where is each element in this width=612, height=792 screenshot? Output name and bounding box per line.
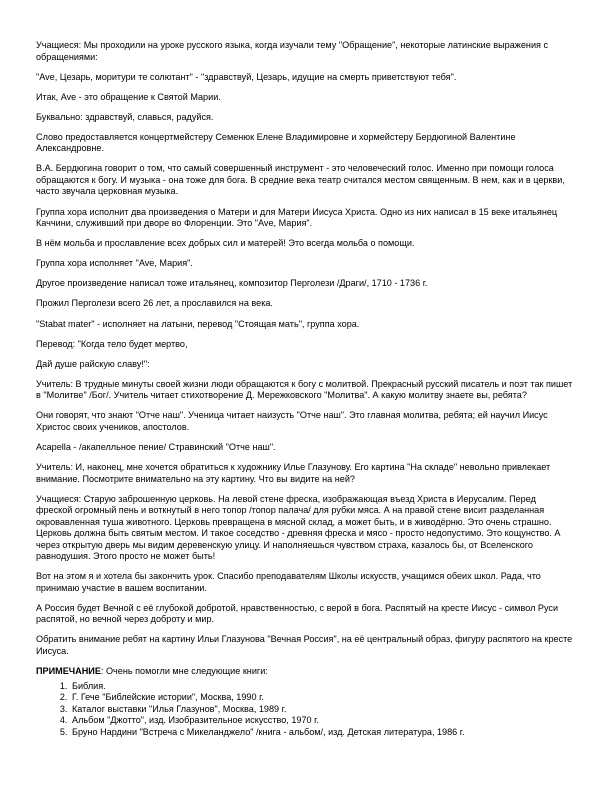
paragraph-19: Учащиеся: Старую заброшенную церковь. На левой стене фреска, изображающая въезд Христа в Иерусалим. Перед фреской огромный пень и воткнутый в него топор /топор палача/ для рубки мяса. А на правой стене висит разделанная окровавленная туша животного. Церковь превращена в мясной склад, а может быть, и в живодёрню. Это очень страшно. Церковь должна быть святым местом. И такое соседство - древняя фреска и мясо - просто недопустимо. Это кощунство. А через открытую дверь мы видим деревенскую улицу. И наполняешься чувством страха, казалось бы, от Вселенского равнодушия. Этого просто не может быть!: [36, 493, 561, 562]
list-item: 4. Альбом "Джотто", изд. Изобразительное искусство, 1970 г.: [70, 715, 574, 727]
note-text: : Очень помогли мне следующие книги:: [100, 666, 268, 677]
list-item: 1. Библия.: [70, 681, 574, 693]
paragraph-9: Группа хора исполняет "Ave, Мария".: [36, 258, 193, 269]
paragraph-7: Группа хора исполнит два произведения о Матери и для Матери Иисуса Христа. Одно из них написал в 15 веке итальянец Каччини, служивший при дворе во Флоренции. Это "Ave, Мария".: [36, 206, 558, 229]
note-paragraph: [36, 666, 574, 678]
paragraph-8: В нём мольба и прославление всех добрых сил и матерей! Это всегда мольба о помощи.: [36, 238, 415, 249]
paragraph-15: Учитель: В трудные минуты своей жизни люди обращаются к богу с молитвой. Прекрасный русский писатель и поэт так пишет в "Молитве" /Бог/. Учитель читает стихотворение Д. Мережковского "Молитва". А какую молитву знаете вы, ребята?: [36, 378, 573, 401]
paragraph-17: Acapella - /акапелльное пение/ Стравинский "Отче наш".: [36, 442, 276, 452]
paragraph-10: Другое произведение написал тоже итальянец, композитор Перголези /Драги/, 1710 - 1736 г.: [36, 278, 428, 289]
note-label: ПРИМЕЧАНИЕ: [36, 666, 101, 677]
book-list: [36, 681, 574, 739]
paragraph-3: Итак, Ave - это обращение к Святой Марии.: [36, 91, 221, 102]
paragraph-18: Учитель: И, наконец, мне хочется обратиться к художнику Илье Глазунову. Его картина "На складе" невольно привлекает внимание. Посмотрите внимательно на эту картину. Что вы видите на ней?: [36, 462, 551, 484]
paragraph-22: Обратить внимание ребят на картину Ильи Глазунова "Вечная Россия", на её центральный образ, фигуру распятого на кресте Иисуса.: [36, 634, 573, 656]
paragraph-12: "Stabat mater" - исполняет на латыни, перевод "Стоящая мать", группа хора.: [36, 318, 360, 329]
paragraph-14: Дай душе райскую славу!":: [36, 358, 150, 369]
list-item: 2. Г. Гече "Библейские истории", Москва, 1990 г.: [70, 692, 574, 704]
paragraph-2: "Ave, Цезарь, моритури те солютант" - "здравствуй, Цезарь, идущие на смерть приветствуют тебя".: [36, 71, 457, 82]
paragraph-1: Учащиеся: Мы проходили на уроке русского языка, когда изучали тему "Обращение", некоторые латинские выражения с обращениями:: [36, 40, 549, 62]
list-item: 5. Бруно Нардини "Встреча с Микеланджело" /книга - альбом/, изд. Детская литература, 1986 г.: [70, 727, 574, 739]
paragraph-5: Слово предоставляется концертмейстеру Семенюк Елене Владимировне и хормейстеру Бердюгиной Валентине Александровне.: [36, 131, 516, 154]
paragraph-16: Они говорят, что знают "Отче наш". Ученица читает наизусть "Отче наш". Это главная молитва, ребята; ей научил Иисус Христос своих учеников, апостолов.: [36, 410, 548, 432]
paragraph-11: Прожил Перголези всего 26 лет, а прославился на века.: [36, 298, 273, 309]
list-item: 3. Каталог выставки "Илья Глазунов", Москва, 1989 г.: [70, 704, 574, 716]
paragraph-20: Вот на этом я и хотела бы закончить урок. Спасибо преподавателям Школы искусств, учащимся обеих школ. Рада, что принимаю участие в вашем воспитании.: [36, 571, 541, 593]
paragraph-13: Перевод: "Когда тело будет мертво,: [36, 338, 188, 349]
paragraph-6: В.А. Бердюгина говорит о том, что самый совершенный инструмент - это человеческий голос. Именно при помощи голоса обращаются к богу. И музыка - она тоже для бога. В средние века театр считался местом священным. В нем, как и в церкви, часто звучала церковная музыка.: [36, 163, 565, 197]
paragraph-4: Буквально: здравствуй, славься, радуйся.: [36, 111, 214, 122]
paragraph-21: А Россия будет Вечной с её глубокой добротой, нравственностью, с верой в бога. Распятый на кресте Иисус - символ Руси распятой, но вечной через доброту и мир.: [36, 602, 559, 625]
